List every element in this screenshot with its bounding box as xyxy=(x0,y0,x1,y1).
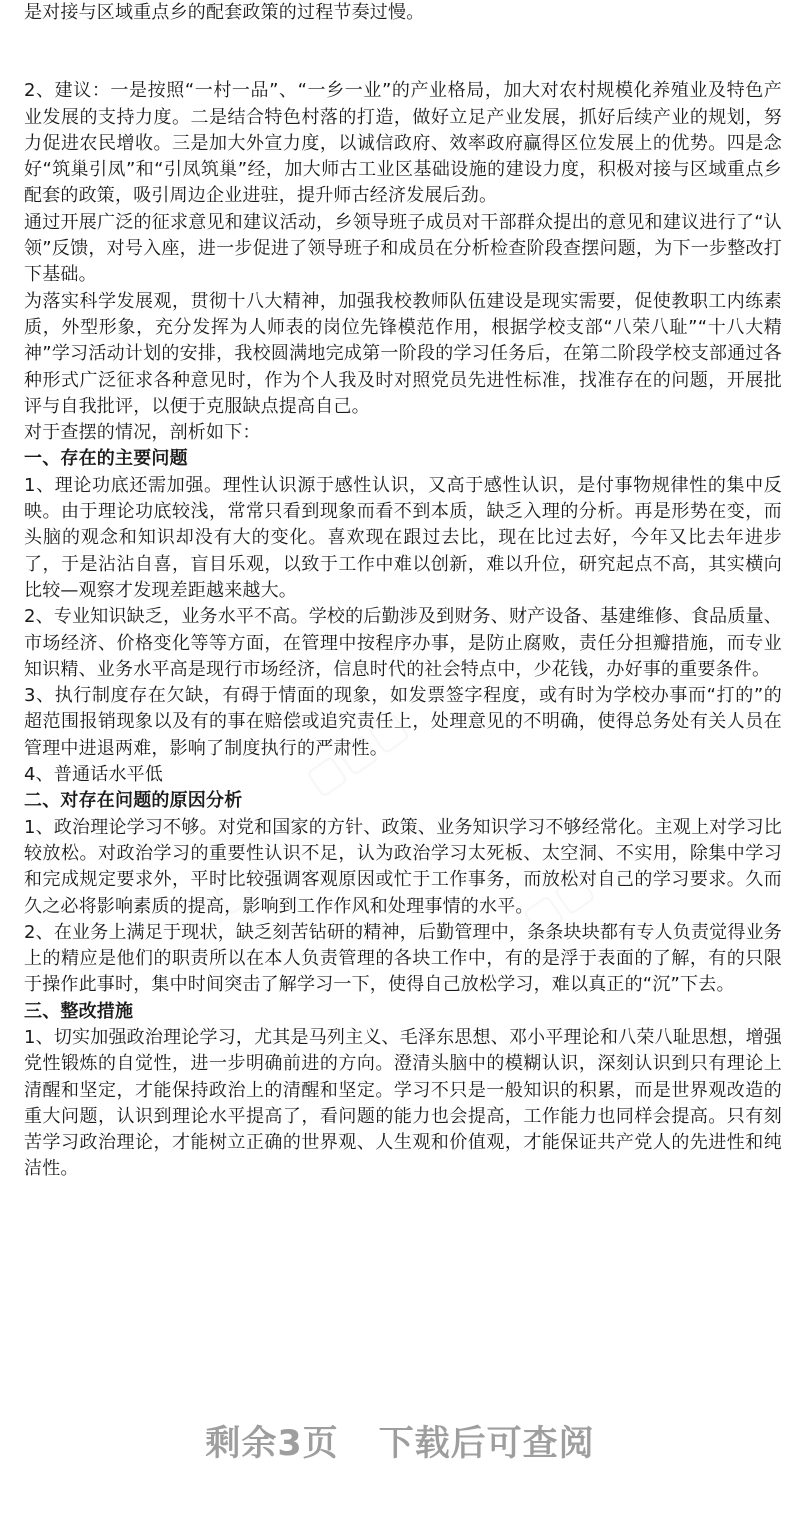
paragraph: 1、理论功底还需加强。理性认识源于感性认识，又高于感性认识，是付事物规律性的集中反映。由于理论功底较浅，常常只看到现象而看不到本质，缺乏入理的分析。再是形势在变，而头脑的观念和知识却没有大的变化。喜欢现在跟过去比，现在比过去好，今年又比去年进步了，于是沾沾自喜，盲目乐观，以致于工作中难以创新，难以升位，研究起点不高，其实横向比较—观察才发现差距越来越大。 xyxy=(24,474,782,601)
paragraph: 1、政治理论学习不够。对党和国家的方针、政策、业务知识学习不够经常化。主观上对学习比较放松。对政治学习的重要性认识不足，认为政治学习太死板、太空洞、不实用，除集中学习和完成规定要求外，平时比较强调客观原因或忙于工作事务，而放松对自己的学习要求。久而久之必将影响素质的提高，影响到工作作风和处理事情的水平。 xyxy=(24,816,782,917)
download-prompt[interactable] xyxy=(0,1416,800,1466)
paragraph: 2、建议：一是按照“一村一品”、“一乡一业”的产业格局，加大对农村规模化养殖业及特色产业发展的支持力度。二是结合特色村落的打造，做好立足产业发展，抓好后续产业的规划，努力促进农民增收。三是加大外宣力度，以诚信政府、效率政府赢得区位发展上的优势。四是念好“筑巢引凤”和“引凤筑巢”经，加大师古工业区基础设施的建设力度，积极对接与区域重点乡配套的政策，吸引周边企业进驻，提升师古经济发展后劲。 xyxy=(24,80,782,207)
watermark: ▢▢ xyxy=(173,862,262,944)
section-heading: 一、存在的主要问题 xyxy=(24,448,188,470)
paragraph: 1、切实加强政治理论学习，尤其是马列主义、毛泽东思想、邓小平理论和八荣八耻思想，增强党性锻炼的自觉性，进一步明确前进的方向。澄清头脑中的模糊认识，深刻认识到只有理论上清醒和坚定，才能保持政治上的清醒和坚定。学习不只是一般知识的积累，而是世界观改造的重大问题，认识到理论水平提高了，看问题的能力也会提高，工作能力也同样会提高。只有刻苦学习政治理论，才能树立正确的世界观、人生观和价值观，才能保证共产党人的先进性和纯洁性。 xyxy=(24,1026,782,1180)
watermark: ▢▢▢ xyxy=(297,701,417,805)
paragraph-gap xyxy=(24,26,782,78)
paragraph: 2、专业知识缺乏，业务水平不高。学校的后勤涉及到财务、财产设备、基建维修、食品质量、市场经济、价格变化等等方面，在管理中按程序办事，是防止腐败，责任分担瓣措施，而专业知识精、业务水平高是现行市场经济，信息时代的社会特点中，少花钱，办好事的重要条件。 xyxy=(24,606,782,680)
paragraph: 是对接与区域重点乡的配套政策的过程节奏过慢。 xyxy=(24,2,425,23)
section-heading: 二、对存在问题的原因分析 xyxy=(24,790,243,812)
paragraph: 通过开展广泛的征求意见和建议活动，乡领导班子成员对干部群众提出的意见和建议进行了“认领”反馈，对号入座，进一步促进了领导班子和成员在分析检查阶段查摆问题，为下一步整改打下基础。 xyxy=(24,211,782,286)
download-to-read-label: 下载后可查阅 xyxy=(378,1424,595,1464)
paragraph: 对于查摆的情况，剖析如下： xyxy=(24,422,261,444)
paragraph: 3、执行制度存在欠缺，有碍于情面的现象，如发票签字程度，或有时为学校办事而“打的”的超范围报销现象以及有的事在赔偿或追究责任上，处理意见的不明确，使得总务处有关人员在管理中进退两难，影响了制度执行的严肃性。 xyxy=(24,685,782,759)
paragraph: 2、在业务上满足于现状，缺乏刻苦钻研的精神，后勤管理中，条条块块都有专人负责觉得业务上的精应是他们的职责所以在本人负责管理的各块工作中，有的是浮于表面的了解，有的只限于操作此事时，集中时间突击了解学习一下，使得自己放松学习，难以真正的“沉”下去。 xyxy=(24,921,782,996)
document-body xyxy=(24,0,782,1183)
watermark: ▢▢ xyxy=(513,862,602,944)
section-heading: 三、整改措施 xyxy=(24,1000,134,1022)
paragraph: 4、普通话水平低 xyxy=(24,764,164,786)
remaining-pages-label: 剩余3页 xyxy=(205,1424,339,1464)
paragraph: 为落实科学发展观，贯彻十八大精神，加强我校教师队伍建设是现实需要，促使教职工内练素质，外型形象，充分发挥为人师表的岗位先锋模范作用，根据学校支部“八荣八耻”“十八大精神”学习活动计划的安排，我校圆满地完成第一阶段的学习任务后，在第二阶段学校支部通过各种形式广泛征求各种意见时，作为个人我及时对照党员先进性标准，找准存在的问题，开展批评与自我批评，以便于克服缺点提高自己。 xyxy=(24,290,782,417)
